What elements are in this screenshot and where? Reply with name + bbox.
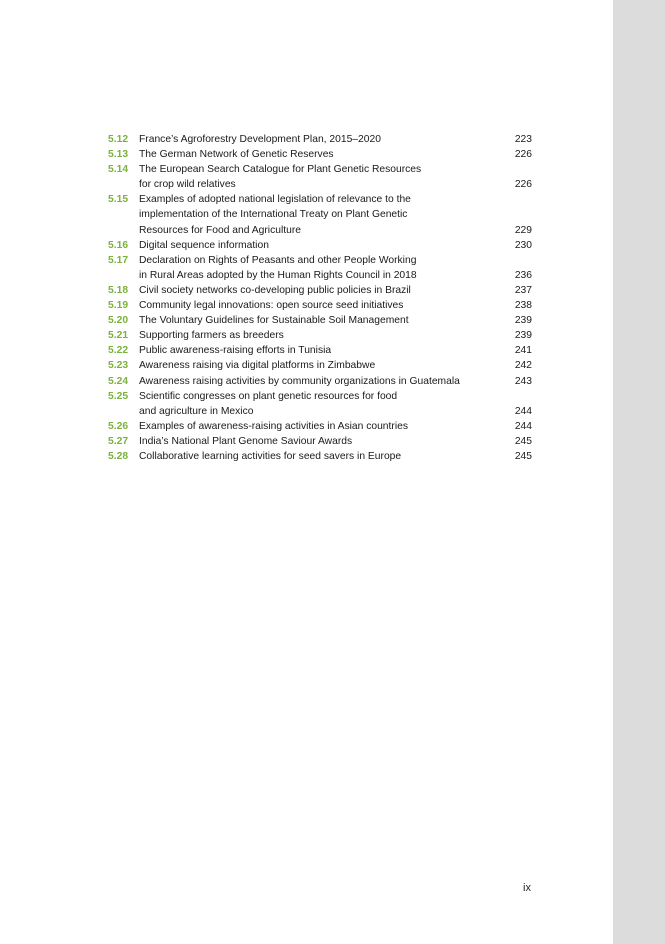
toc-entry-line xyxy=(108,298,538,313)
box-page-number: 238 xyxy=(514,300,532,312)
box-number: 5.24 xyxy=(108,375,129,387)
box-title: Public awareness-raising efforts in Tunisia xyxy=(139,345,332,357)
box-title: Digital sequence information xyxy=(139,239,269,251)
toc-entry[interactable] xyxy=(108,162,538,192)
box-number: 5.18 xyxy=(108,284,129,296)
box-title: Supporting farmers as breeders xyxy=(139,330,284,342)
box-number: 5.26 xyxy=(108,420,129,432)
box-title: The German Network of Genetic Reserves xyxy=(139,149,334,161)
box-title: Civil society networks co-developing public policies in Brazil xyxy=(139,284,411,296)
toc-entry-line xyxy=(108,147,538,162)
box-number: 5.16 xyxy=(108,239,129,251)
toc-entry-line xyxy=(108,238,538,253)
toc-entry[interactable] xyxy=(108,434,538,449)
box-page-number: 223 xyxy=(514,134,532,145)
box-number: 5.13 xyxy=(108,149,129,161)
box-page-number: 245 xyxy=(514,435,532,447)
toc-entry-line xyxy=(108,313,538,328)
toc-entry-line xyxy=(108,358,538,373)
box-page-number: 241 xyxy=(514,345,532,357)
box-page-number: 245 xyxy=(514,450,532,462)
toc-entry-line xyxy=(108,207,538,222)
box-page-number: 243 xyxy=(514,375,532,387)
box-page-number: 236 xyxy=(514,269,532,281)
box-title: Resources for Food and Agriculture xyxy=(139,224,301,236)
toc-entry[interactable] xyxy=(108,192,538,237)
box-title: for crop wild relatives xyxy=(139,179,236,191)
toc-entry[interactable] xyxy=(108,449,538,464)
box-title: Declaration on Rights of Peasants and other People Working xyxy=(139,254,417,266)
box-number: 5.14 xyxy=(108,164,129,176)
toc-entry[interactable] xyxy=(108,343,538,358)
box-page-number: 242 xyxy=(514,360,532,372)
box-page-number: 226 xyxy=(514,179,532,191)
toc-entry-line xyxy=(108,343,538,358)
toc-entry-line xyxy=(108,253,538,268)
box-number: 5.19 xyxy=(108,300,129,312)
toc-entry-line xyxy=(108,132,538,147)
box-page-number: 237 xyxy=(514,284,532,296)
toc-entry-line xyxy=(108,268,538,283)
box-number: 5.22 xyxy=(108,345,129,357)
box-number: 5.23 xyxy=(108,360,129,372)
toc-entry-line xyxy=(108,283,538,298)
box-page-number: 229 xyxy=(514,224,532,236)
box-title: Awareness raising activities by community organizations in Guatemala xyxy=(139,375,460,387)
page-number: ix xyxy=(523,882,531,894)
box-title: India’s National Plant Genome Saviour Awards xyxy=(139,435,353,447)
box-title: Community legal innovations: open source seed initiatives xyxy=(139,300,404,312)
table-of-boxes xyxy=(108,132,538,464)
toc-entry-line xyxy=(108,389,538,404)
toc-entry[interactable] xyxy=(108,238,538,253)
box-number: 5.25 xyxy=(108,390,129,402)
box-number: 5.21 xyxy=(108,330,129,342)
box-title: France’s Agroforestry Development Plan, 2015–2020 xyxy=(139,134,381,145)
box-title: Examples of adopted national legislation of relevance to the xyxy=(139,194,411,206)
box-page-number: 239 xyxy=(514,315,532,327)
box-number: 5.17 xyxy=(108,254,129,266)
toc-entry-line xyxy=(108,223,538,238)
toc-entry-line xyxy=(108,419,538,434)
toc-entry[interactable] xyxy=(108,389,538,419)
box-number: 5.27 xyxy=(108,435,129,447)
toc-entry-line xyxy=(108,162,538,177)
toc-entry-line xyxy=(108,374,538,389)
box-title: and agriculture in Mexico xyxy=(139,405,254,417)
toc-entry-line xyxy=(108,404,538,419)
box-number: 5.12 xyxy=(108,134,129,145)
box-title: Scientific congresses on plant genetic resources for food xyxy=(139,390,398,402)
toc-entry-line xyxy=(108,177,538,192)
box-title: The Voluntary Guidelines for Sustainable Soil Management xyxy=(139,315,409,327)
box-title: Awareness raising via digital platforms in Zimbabwe xyxy=(139,360,376,372)
toc-entry[interactable] xyxy=(108,298,538,313)
box-page-number: 226 xyxy=(514,149,532,161)
side-margin-band xyxy=(613,0,665,944)
box-title: Examples of awareness-raising activities in Asian countries xyxy=(139,420,408,432)
box-title: implementation of the International Treaty on Plant Genetic xyxy=(139,209,408,221)
toc-entry-line xyxy=(108,328,538,343)
box-number: 5.28 xyxy=(108,450,129,462)
toc-entry[interactable] xyxy=(108,374,538,389)
toc-entry[interactable] xyxy=(108,132,538,147)
toc-entry[interactable] xyxy=(108,328,538,343)
toc-entry-line xyxy=(108,449,538,464)
box-page-number: 244 xyxy=(514,420,532,432)
toc-entry[interactable] xyxy=(108,313,538,328)
toc-entry[interactable] xyxy=(108,419,538,434)
toc-entry-line xyxy=(108,434,538,449)
toc-entry[interactable] xyxy=(108,283,538,298)
box-page-number: 230 xyxy=(514,239,532,251)
toc-entry[interactable] xyxy=(108,253,538,283)
box-page-number: 239 xyxy=(514,330,532,342)
toc-entry-line xyxy=(108,192,538,207)
box-title: Collaborative learning activities for seed savers in Europe xyxy=(139,450,402,462)
box-title: The European Search Catalogue for Plant Genetic Resources xyxy=(139,164,422,176)
toc-entry[interactable] xyxy=(108,147,538,162)
box-number: 5.20 xyxy=(108,315,129,327)
box-number: 5.15 xyxy=(108,194,129,206)
box-page-number: 244 xyxy=(514,405,532,417)
box-title: in Rural Areas adopted by the Human Rights Council in 2018 xyxy=(139,269,417,281)
toc-entry[interactable] xyxy=(108,358,538,373)
